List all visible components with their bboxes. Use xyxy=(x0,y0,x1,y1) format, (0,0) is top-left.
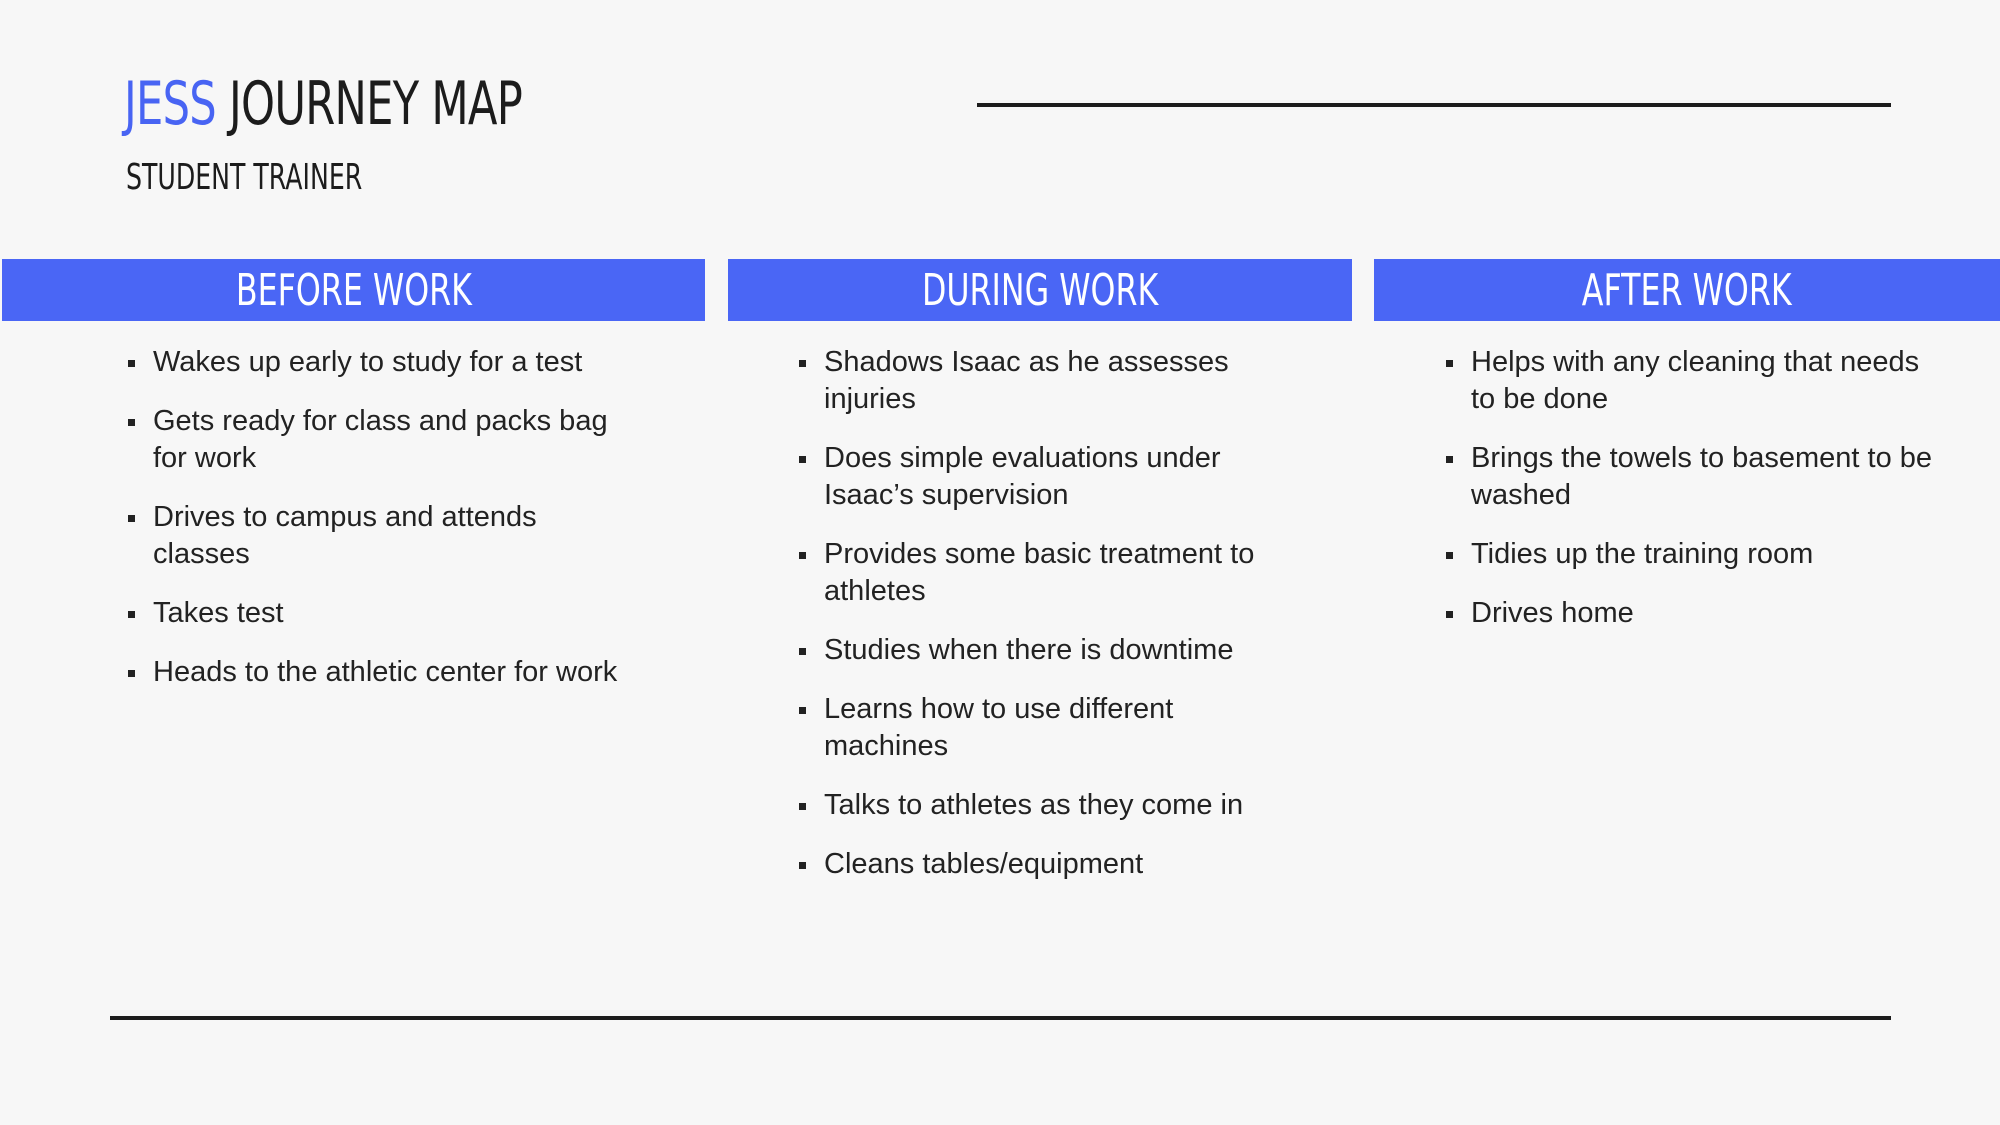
bullet-icon xyxy=(128,670,135,677)
list-item-text: Heads to the athletic center for work xyxy=(153,656,618,688)
list-item-text: Gets ready for class and packs bag for work xyxy=(153,405,608,474)
list-item xyxy=(1446,536,1946,573)
page-title xyxy=(124,62,522,146)
title-accent: JESS xyxy=(124,69,217,139)
bullet-icon xyxy=(799,707,806,714)
list-item-text: Provides some basic treatment to athletes xyxy=(824,538,1255,607)
list-item xyxy=(128,654,628,691)
bottom-divider xyxy=(110,1016,1891,1020)
bullet-icon xyxy=(1446,360,1453,367)
bullet-icon xyxy=(1446,611,1453,618)
list-item xyxy=(128,344,628,381)
bullet-icon xyxy=(799,862,806,869)
after-work-header xyxy=(1374,259,2000,321)
before-work-heading: BEFORE WORK xyxy=(235,264,472,316)
bullet-icon xyxy=(799,803,806,810)
list-item-text: Takes test xyxy=(153,597,284,629)
list-item-text: Wakes up early to study for a test xyxy=(153,346,583,378)
list-item xyxy=(799,536,1299,610)
list-item xyxy=(799,344,1299,418)
bullet-icon xyxy=(799,552,806,559)
list-item-text: Cleans tables/equipment xyxy=(824,848,1144,880)
list-item-text: Drives home xyxy=(1471,597,1634,629)
before-work-list xyxy=(128,344,628,713)
bullet-icon xyxy=(128,419,135,426)
list-item xyxy=(128,403,628,477)
bullet-icon xyxy=(128,611,135,618)
list-item-text: Learns how to use different machines xyxy=(824,693,1174,762)
list-item xyxy=(799,440,1299,514)
list-item xyxy=(1446,440,1946,514)
list-item xyxy=(128,499,628,573)
bullet-icon xyxy=(799,456,806,463)
before-work-header xyxy=(2,259,705,321)
list-item xyxy=(799,691,1299,765)
bullet-icon xyxy=(799,648,806,655)
list-item-text: Brings the towels to basement to be washed xyxy=(1471,442,1933,511)
list-item-text: Helps with any cleaning that needs to be done xyxy=(1471,346,1920,415)
bullet-icon xyxy=(128,360,135,367)
list-item xyxy=(128,595,628,632)
list-item xyxy=(799,787,1299,824)
list-item-text: Drives to campus and attends classes xyxy=(153,501,537,570)
list-item-text: Does simple evaluations under Isaac’s supervision xyxy=(824,442,1221,511)
title-rest: JOURNEY MAP xyxy=(229,69,523,139)
bullet-icon xyxy=(1446,456,1453,463)
bullet-icon xyxy=(799,360,806,367)
list-item-text: Studies when there is downtime xyxy=(824,634,1234,666)
list-item xyxy=(799,632,1299,669)
list-item xyxy=(1446,595,1946,632)
list-item-text: Tidies up the training room xyxy=(1471,538,1814,570)
during-work-list xyxy=(799,344,1299,905)
during-work-heading: DURING WORK xyxy=(921,264,1159,316)
after-work-list xyxy=(1446,344,1946,654)
after-work-heading: AFTER WORK xyxy=(1582,264,1792,316)
top-divider xyxy=(977,103,1891,107)
list-item xyxy=(1446,344,1946,418)
list-item-text: Talks to athletes as they come in xyxy=(824,789,1244,821)
page-subtitle: STUDENT TRAINER xyxy=(126,157,363,198)
list-item xyxy=(799,846,1299,883)
list-item-text: Shadows Isaac as he assesses injuries xyxy=(824,346,1229,415)
during-work-header xyxy=(728,259,1352,321)
bullet-icon xyxy=(1446,552,1453,559)
bullet-icon xyxy=(128,515,135,522)
